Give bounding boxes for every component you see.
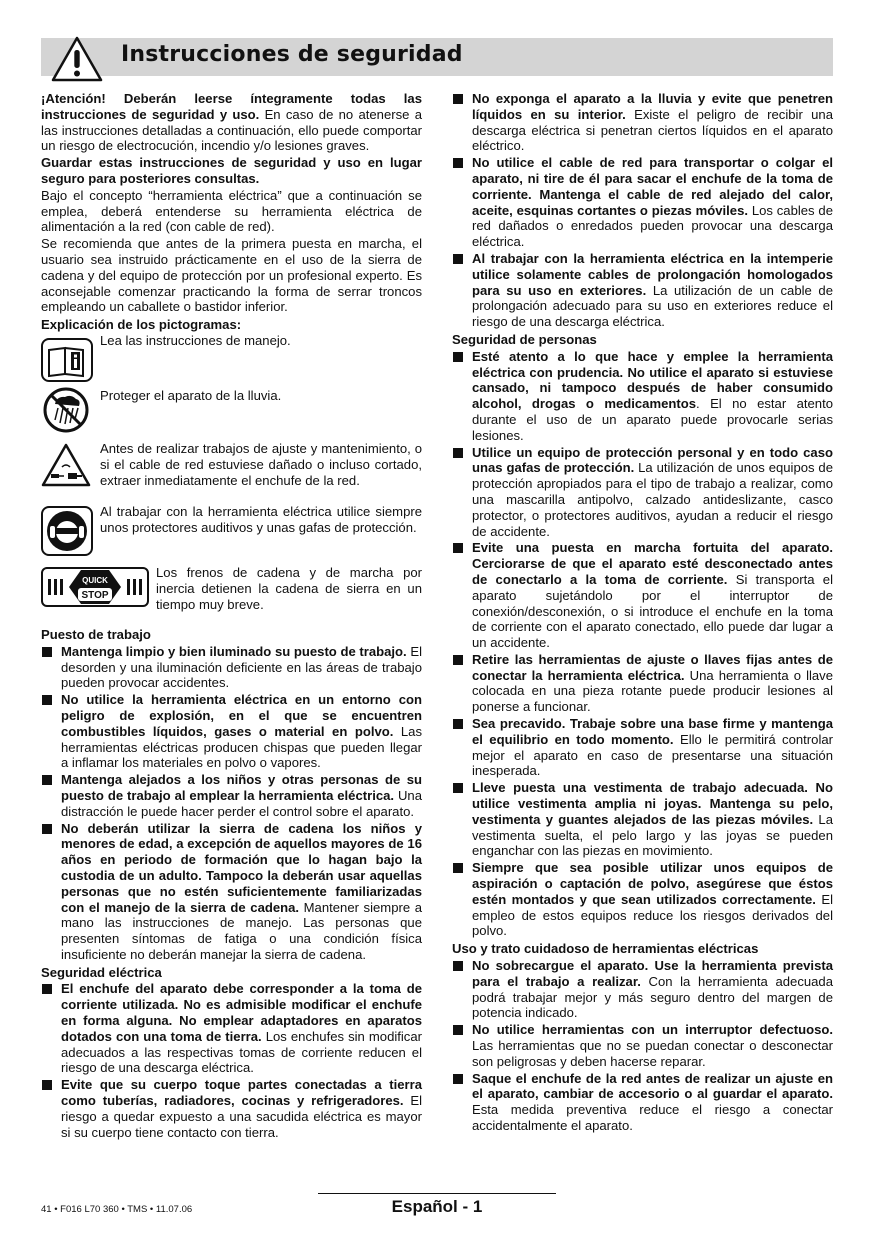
list-item: El enchufe del aparato debe corresponder a la toma de corriente utilizada. No es admisible modificar el enchufe en forma alguna. No emplear adaptadores en aparatos dotados con una toma de tierra. Los enchufes sin modificar adecuados a las respectivas tomas de corriente reducen el riesgo de una descarga eléctrica. [41,981,422,1076]
list-item: Utilice un equipo de protección personal y en todo caso unas gafas de protección. La utilización de unos equipos de protección apropiados para el tipo de trabajo a realizar, como una mascarilla antipolvo, calzado antideslizante, casco protector, o protectores auditivos, ayudan a reducir el riesgo de accidente. [452,445,833,540]
page-header [41,38,833,76]
list-item: No exponga el aparato a la lluvia y evite que penetren líquidos en su interior. Existe el peligro de recibir una descarga eléctrica si penetran ciertos líquidos en el aparato eléctrico. [452,91,833,154]
warning-triangle-icon [51,36,103,82]
manual-book-icon [41,338,93,382]
list-item: Evite que su cuerpo toque partes conectadas a tierra como tuberías, radiadores, cocinas y refrigeradores. El riesgo a quedar expuesto a una sacudida eléctrica es mayor si su cuerpo tiene contacto con tierra. [41,1077,422,1140]
right-column [452,91,833,1135]
intro-training: Se recomienda que antes de la primera puesta en marcha, el usuario sea instruido prácticamente en el uso de la sierra de cadena y del equipo de protección por un profesional experto. Es aconsejable comenzar practicando la forma de serrar troncos empleando un caballete o bastidor inferior. [41,236,422,315]
no-rain-icon [41,386,91,434]
list-item: Lleve puesta una vestimenta de trabajo adecuada. No utilice vestimenta amplia ni joyas. Mantenga su pelo, vestimenta y guantes alejados de las piezas móviles. La vestimenta suelta, el pelo largo y las joyas se pueden enganchar con las piezas en movimiento. [452,780,833,859]
list-item: Siempre que sea posible utilizar unos equipos de aspiración o captación de polvo, asegúrese que éstos estén montados y que sean utilizados correctamente. El empleo de estos equipos reduce los riesgos derivados del polvo. [452,860,833,939]
list-item: No sobrecargue el aparato. Use la herramienta prevista para el trabajo a realizar. Con la herramienta adecuada podrá trabajar mejor y más seguro dentro del margen de potencia indicado. [452,958,833,1021]
pictogram-text: Los frenos de cadena y de marcha por inercia detienen la cadena de sierra en un tiempo muy breve. [156,564,422,612]
quick-stop-icon [41,567,149,607]
list-item: No utilice la herramienta eléctrica en un entorno con peligro de explosión, en el que se encuentren combustibles líquidos, gases o material en polvo. Las herramientas eléctricas producen chispas que pueden llegar a inflamar los materiales en polvo o vapores. [41,692,422,771]
intro-paragraph: ¡Atención! Deberán leerse íntegramente todas las instrucciones de seguridad y uso. En caso de no atenerse a las instrucciones detalladas a continuación, ello puede comportar un riesgo de electrocución, incendio y/o lesiones graves. [41,91,422,154]
left-column [41,91,422,1141]
quick-stop-label-top: QUICK [82,575,108,585]
section-title-electrical: Seguridad eléctrica [41,964,162,980]
intro-keep-note: Guardar estas instrucciones de seguridad y uso en lugar seguro para posteriores consultas. [41,155,422,186]
quick-stop-label-bottom: STOP [81,589,109,601]
pictogram-item [41,565,422,622]
pictogram-item [41,333,422,386]
page-title: Instrucciones de seguridad [121,42,463,67]
pictogram-text: Al trabajar con la herramienta eléctrica utilice siempre unos protectores auditivos y unas gafas de protección. [100,503,422,535]
pictogram-item [41,441,422,504]
page-number: Español - 1 [391,1197,483,1216]
pictograms-heading: Explicación de los pictogramas: [41,317,242,333]
list-item: Mantenga alejados a los niños y otras personas de su puesto de trabajo al emplear la herramienta eléctrica. Una distracción le puede hacer perder el control sobre el aparato. [41,772,422,819]
list-item: Sea precavido. Trabaje sobre una base firme y mantenga el equilibrio en todo momento. Ello le permitirá controlar mejor el aparato en caso de presentarse una situación inesperada. [452,716,833,779]
ear-eye-protection-icon [41,506,93,556]
list-item: No utilice herramientas con un interruptor defectuoso. Las herramientas que no se puedan conectar o desconectar son peligrosas y deben hacerse reparar. [452,1022,833,1069]
document-code: 41 • F016 L70 360 • TMS • 11.07.06 [41,1204,193,1215]
list-item: Al trabajar con la herramienta eléctrica en la intemperie utilice solamente cables de prolongación homologados para su uso en exteriores. La utilización de un cable de prolongación adecuado para su uso en exteriores reduce el riesgo de una descarga eléctrica. [452,251,833,330]
unplug-warning-icon [41,443,91,487]
list-item: Retire las herramientas de ajuste o llaves fijas antes de conectar la herramienta eléctrica. Una herramienta o llave colocada en una pieza rotante puede producir lesiones al ponerse a funcionar. [452,652,833,715]
pictogram-text: Lea las instrucciones de manejo. [100,332,291,348]
list-item: Esté atento a lo que hace y emplee la herramienta eléctrica con prudencia. No utilice el aparato si estuviese cansado, ni tampoco después de haber consumido alcohol, drogas o medicamentos. El no estar atento durante el uso de un aparato puede provocarle serias lesiones. [452,349,833,444]
intro-definition: Bajo el concepto “herramienta eléctrica” que a continuación se emplea, deberá entenderse su herramienta eléctrica de alimentación a la red (con cable de red). [41,187,422,235]
section-title-workplace: Puesto de trabajo [41,626,151,642]
section-title-personal: Seguridad de personas [452,331,597,347]
section-title-tools: Uso y trato cuidadoso de herramientas eléctricas [452,941,759,957]
pictogram-item [41,386,422,436]
list-item: No utilice el cable de red para transportar o colgar el aparato, ni tire de él para sacar el enchufe de la toma de corriente. Mantenga el cable de red alejado del calor, aceite, esquinas cortantes o piezas móviles. Los cables de red dañados o enredados pueden provocar una descarga eléctrica. [452,155,833,250]
list-item: Saque el enchufe de la red antes de realizar un ajuste en el aparato, cambiar de accesorio o al guardar el aparato. Esta medida preventiva reduce el riesgo a conectar accidentalmente el aparato. [452,1071,833,1134]
footer-divider [318,1193,556,1194]
list-item: Mantenga limpio y bien iluminado su puesto de trabajo. El desorden y una iluminación deficiente en las áreas de trabajo pueden provocar accidentes. [41,644,422,691]
list-item: No deberán utilizar la sierra de cadena los niños y menores de edad, a excepción de aquellos mayores de 16 años en periodo de formación que lo hagan bajo la custodia de un adulto. Tampoco la deberán usar aquellas personas que no estén suficientemente familiarizadas con el manejo de la sierra de cadena. Mantener siempre a mano las instrucciones de manejo. Las personas que presenten síntomas de fatiga o una condición física insuficiente no deberán manejar la sierra de cadena. [41,821,422,963]
pictogram-text: Antes de realizar trabajos de ajuste y mantenimiento, o si el cable de red estuviese dañado o incluso cortado, extraer inmediatamente el enchufe de la red. [100,440,422,488]
pictogram-text: Proteger el aparato de la lluvia. [100,387,282,403]
pictogram-item [41,504,422,559]
list-item: Evite una puesta en marcha fortuita del aparato. Cerciorarse de que el aparato esté desconectado antes de conectarlo a la toma de corriente. Si transporta el aparato sujetándolo por el interruptor de conexión/desconexión, o si introduce el enchufe en la toma de corriente con el aparato conectado, ello puede dar lugar a un accidente. [452,540,833,651]
